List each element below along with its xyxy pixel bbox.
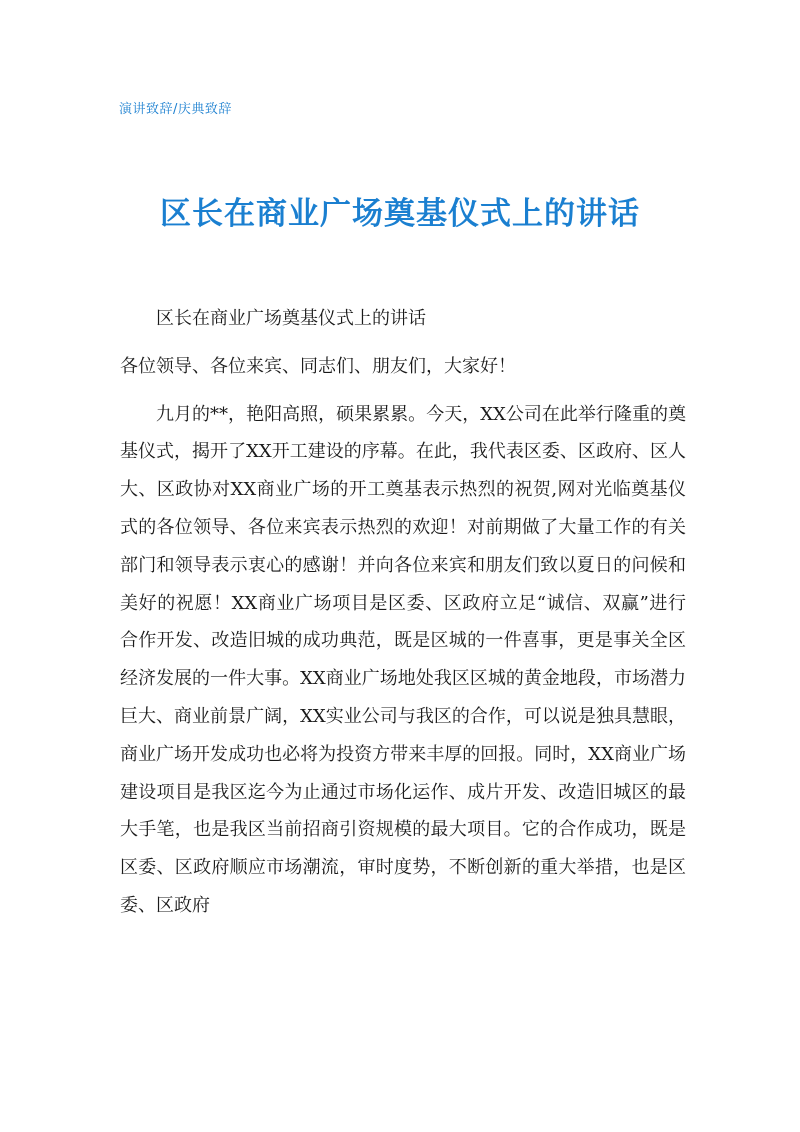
document-body bbox=[120, 300, 686, 925]
greeting-paragraph: 各位领导、各位来宾、同志们、朋友们，大家好！ bbox=[120, 355, 516, 377]
speech-body-paragraph: 九月的**，艳阳高照，硕果累累。今天，XX公司在此举行隆重的奠基仪式，揭开了XX开工建设的序幕。在此，我代表区委、区政府、区人大、区政协对XX商业广场的开工奠基表示热烈的祝贺,网对光临奠基仪式的各位领导、各位来宾表示热烈的欢迎！对前期做了大量工作的有关部门和领导表示衷心的感谢！并向各位来宾和朋友们致以夏日的问候和美好的祝愿！XX商业广场项目是区委、区政府立足“诚信、双赢”进行合作开发、改造旧城的成功典范，既是区城的一件喜事，更是事关全区经济发展的一件大事。XX商业广场地处我区区城的黄金地段，市场潜力巨大、商业前景广阔，XX实业公司与我区的合作，可以说是独具慧眼，商业广场开发成功也必将为投资方带来丰厚的回报。同时，XX商业广场建设项目是我区迄今为止通过市场化运作、成片开发、改造旧城区的最大手笔，也是我区当前招商引资规模的最大项目。它的合作成功，既是区委、区政府顺应市场潮流，审时度势，不断创新的重大举措，也是区委、区政府 bbox=[120, 403, 686, 916]
document-title: 区长在商业广场奠基仪式上的讲话 bbox=[160, 196, 640, 232]
body-title-paragraph: 区长在商业广场奠基仪式上的讲话 bbox=[156, 308, 426, 329]
document-category-label: 演讲致辞/庆典致辞 bbox=[119, 102, 232, 117]
